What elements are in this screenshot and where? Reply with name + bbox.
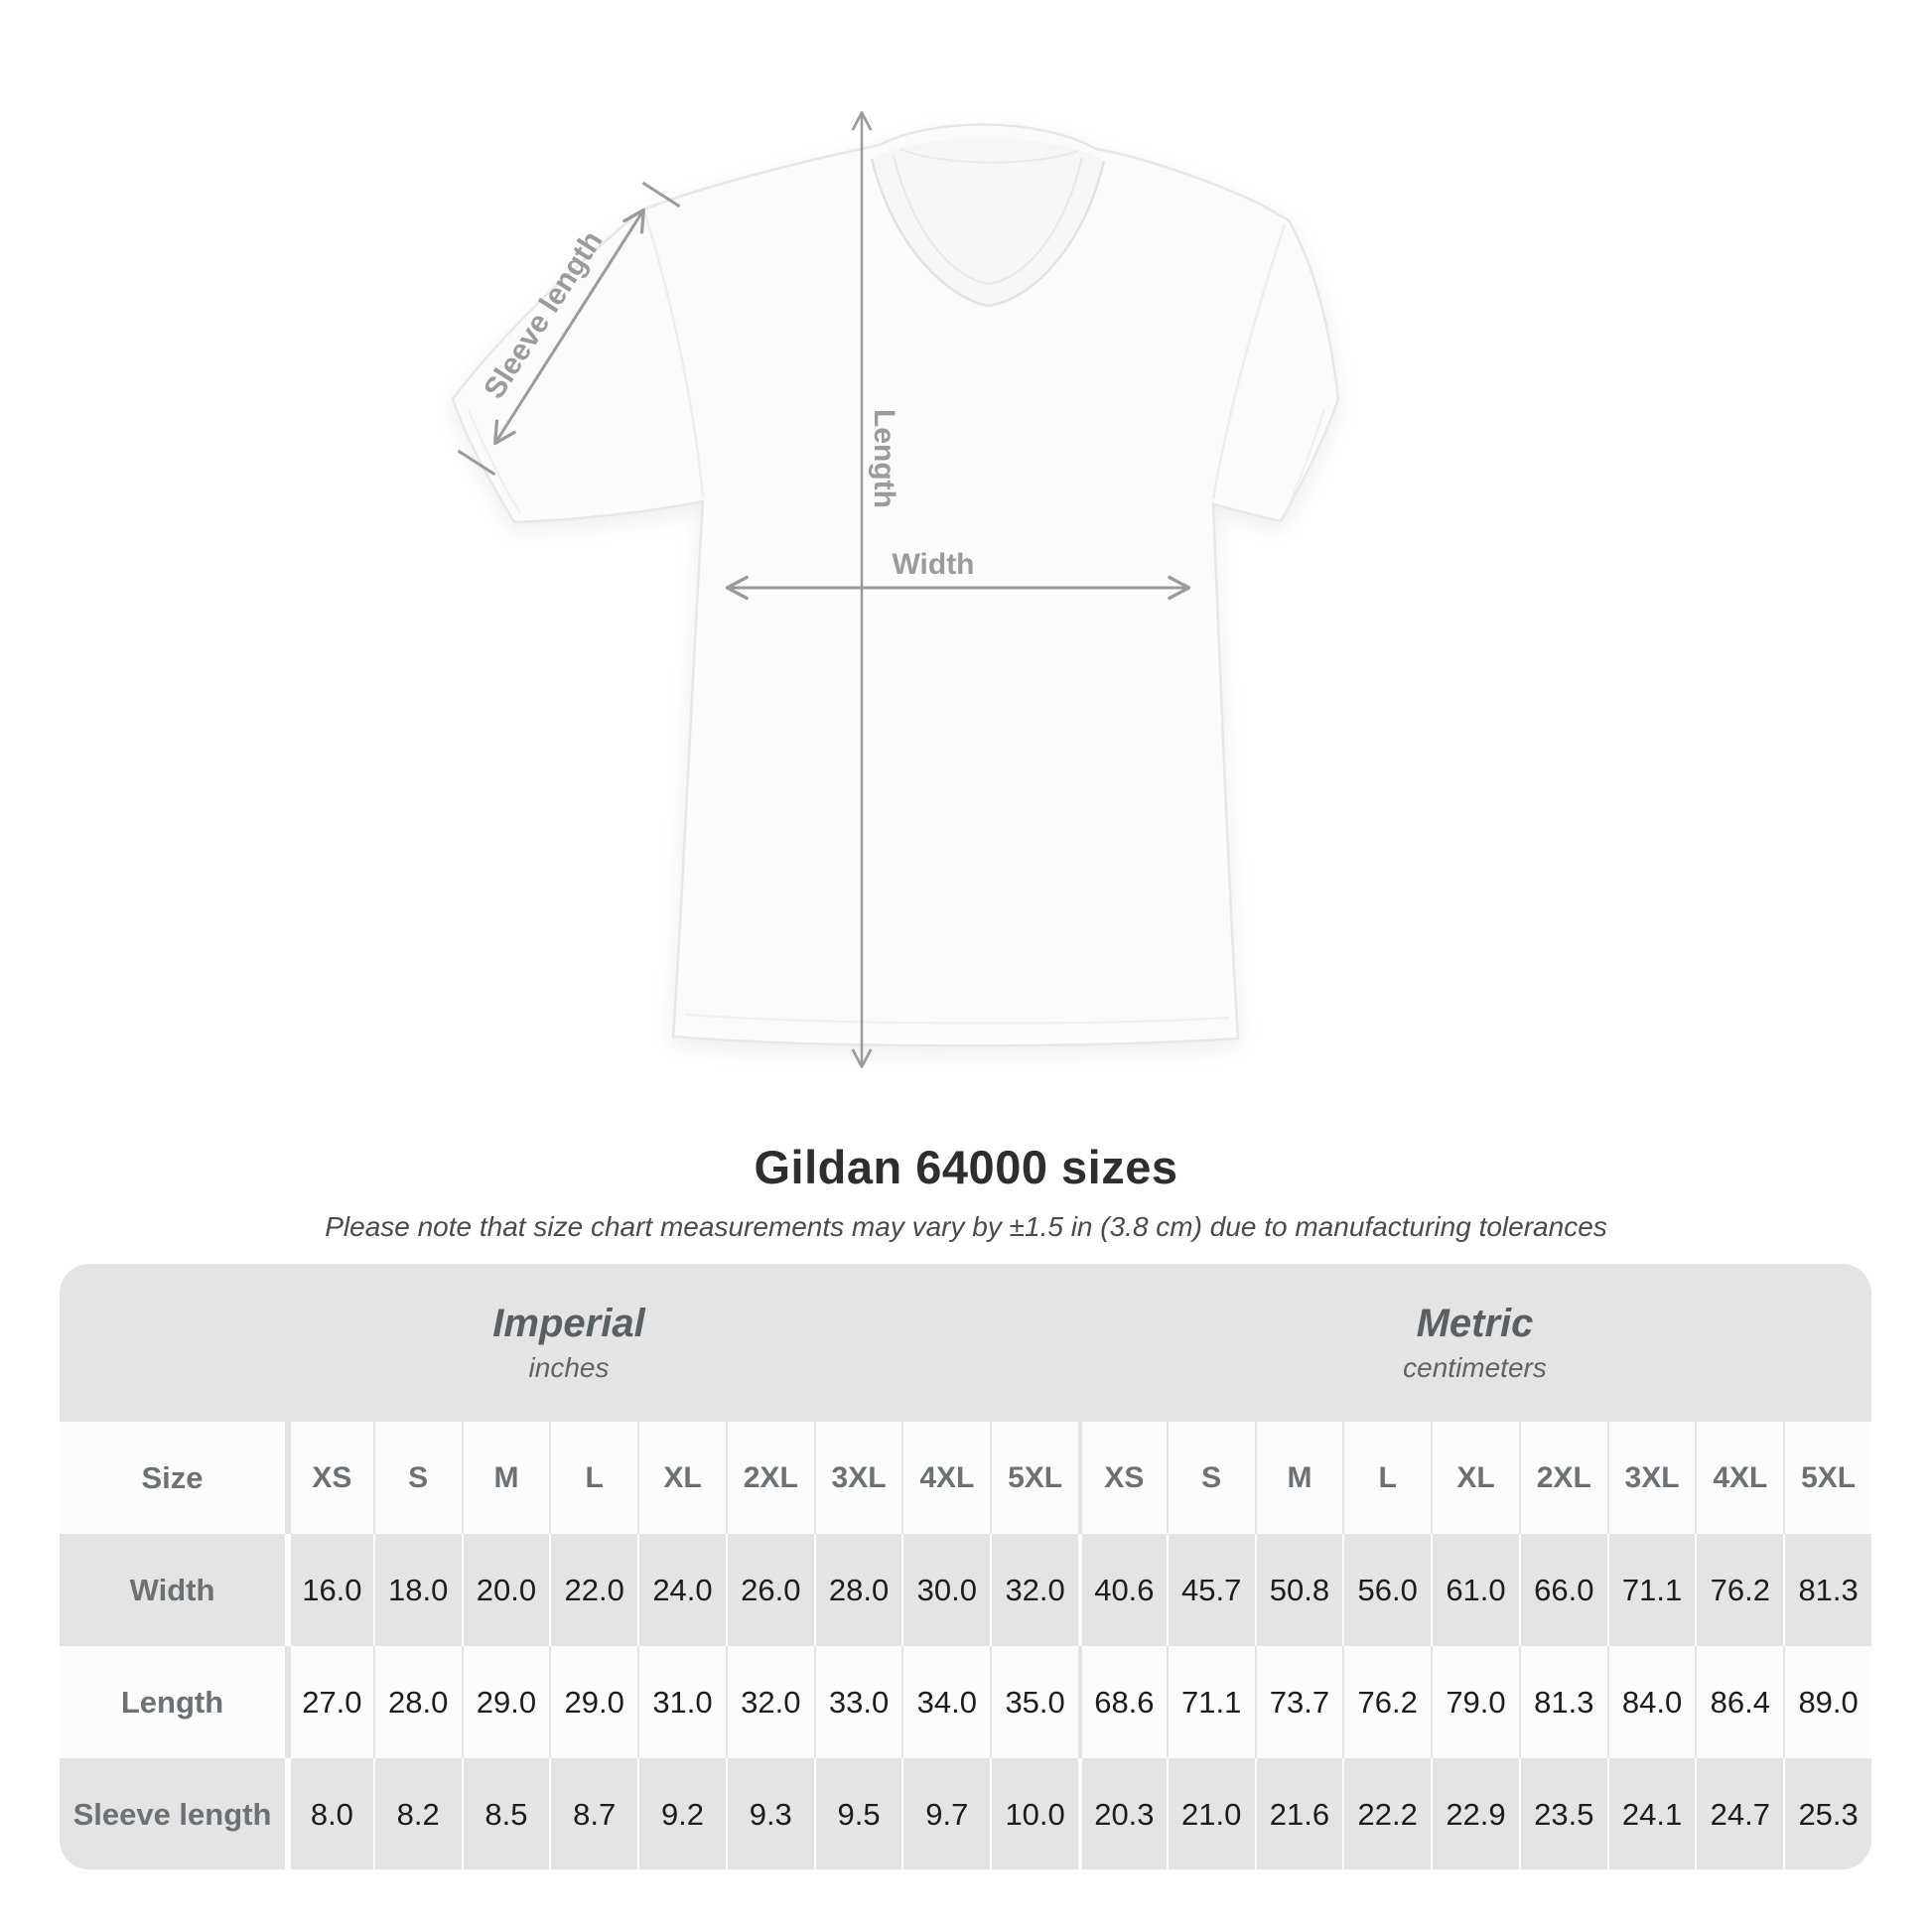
- measurement-cell: [1255, 1646, 1343, 1758]
- row-label: [60, 1758, 285, 1869]
- row-label-text: Width: [129, 1572, 215, 1607]
- measurement-cell: [637, 1534, 726, 1646]
- measurement-cell-text: 29.0: [476, 1684, 537, 1720]
- row-label: [60, 1646, 285, 1758]
- size-table: [60, 1264, 1871, 1869]
- measurement-cell: [1607, 1758, 1696, 1869]
- width-label: Width: [892, 548, 975, 581]
- measurement-cell-text: 68.6: [1094, 1684, 1155, 1720]
- measurement-cell: [1078, 1758, 1167, 1869]
- measurement-cell: [814, 1758, 902, 1869]
- measurement-cell-text: 25.3: [1798, 1796, 1859, 1832]
- size-column-header-text: 5XL: [1008, 1460, 1063, 1494]
- size-column-header: [990, 1422, 1078, 1534]
- measurement-cell: [285, 1646, 373, 1758]
- measurement-cell-text: 45.7: [1180, 1572, 1242, 1607]
- size-column-header-text: 2XL: [743, 1460, 798, 1494]
- size-column-header: [1519, 1422, 1607, 1534]
- measurement-cell-text: 34.0: [916, 1684, 977, 1720]
- measurement-cell: [462, 1646, 550, 1758]
- size-column-header-text: S: [408, 1460, 429, 1494]
- measurement-cell-text: 8.2: [396, 1796, 440, 1832]
- size-column-header-text: XS: [1104, 1460, 1145, 1494]
- measurement-cell: [726, 1534, 814, 1646]
- measurement-cell-text: 8.0: [310, 1796, 353, 1832]
- size-column-header: [1431, 1422, 1519, 1534]
- measurement-cell-text: 71.1: [1621, 1572, 1683, 1607]
- measurement-cell-text: 30.0: [916, 1572, 977, 1607]
- measurement-cell-text: 24.1: [1621, 1796, 1683, 1832]
- measurement-cell-text: 9.3: [749, 1796, 792, 1832]
- measurement-cell: [1695, 1646, 1783, 1758]
- measurement-cell: [990, 1534, 1078, 1646]
- measurement-cell-text: 10.0: [1005, 1796, 1065, 1832]
- measurement-cell: [1431, 1534, 1519, 1646]
- measurement-cell: [462, 1758, 550, 1869]
- size-column-header: [814, 1422, 902, 1534]
- measurement-cell-text: 73.7: [1269, 1684, 1330, 1720]
- measurement-cell: [373, 1758, 462, 1869]
- size-column-header: [1607, 1422, 1696, 1534]
- measurement-cell: [1519, 1534, 1607, 1646]
- measurement-cell-text: 29.0: [564, 1684, 624, 1720]
- measurement-cell: [901, 1534, 990, 1646]
- size-column-header: [1695, 1422, 1783, 1534]
- measurement-cell: [990, 1758, 1078, 1869]
- measurement-cell-text: 8.5: [484, 1796, 528, 1832]
- page-title: Gildan 64000 sizes: [754, 1141, 1178, 1193]
- measurement-cell-text: 56.0: [1357, 1572, 1418, 1607]
- measurement-cell: [1607, 1646, 1696, 1758]
- measurement-cell: [637, 1758, 726, 1869]
- size-column-label: [60, 1422, 285, 1534]
- measurement-cell: [901, 1646, 990, 1758]
- measurement-cell: [1167, 1534, 1255, 1646]
- size-column-header: [1342, 1422, 1431, 1534]
- measurement-cell: [814, 1534, 902, 1646]
- size-column-header-text: 3XL: [1624, 1460, 1680, 1494]
- size-column-header: [373, 1422, 462, 1534]
- measurement-cell: [901, 1758, 990, 1869]
- size-column-header-text: M: [493, 1460, 519, 1494]
- size-column-header: [1783, 1422, 1871, 1534]
- measurement-cell: [285, 1758, 373, 1869]
- row-label-text: Sleeve length: [72, 1796, 272, 1832]
- measurement-cell-text: 79.0: [1446, 1684, 1506, 1720]
- measurement-cell: [1783, 1534, 1871, 1646]
- measurement-cell-text: 71.1: [1180, 1684, 1242, 1720]
- measurement-cell-text: 26.0: [741, 1572, 801, 1607]
- measurement-cell: [549, 1534, 637, 1646]
- size-column-header: [462, 1422, 550, 1534]
- measurement-cell-text: 50.8: [1269, 1572, 1330, 1607]
- measurement-cell-text: 20.3: [1094, 1796, 1155, 1832]
- measurement-cell: [1783, 1758, 1871, 1869]
- size-column-header: [726, 1422, 814, 1534]
- size-column-header: [1255, 1422, 1343, 1534]
- measurement-cell-text: 27.0: [302, 1684, 362, 1720]
- measurement-cell-text: 89.0: [1798, 1684, 1859, 1720]
- measurement-cell-text: 22.0: [564, 1572, 624, 1607]
- measurement-cell-text: 16.0: [302, 1572, 362, 1607]
- size-column-header-text: 4XL: [1713, 1460, 1768, 1494]
- measurement-cell: [1167, 1758, 1255, 1869]
- measurement-cell-text: 9.2: [660, 1796, 705, 1832]
- measurement-cell-text: 28.0: [387, 1684, 449, 1720]
- size-column-header-text: 2XL: [1536, 1460, 1591, 1494]
- size-column-header: [637, 1422, 726, 1534]
- measurement-cell-text: 40.6: [1094, 1572, 1155, 1607]
- page-subtitle: Please note that size chart measurements may vary by ±1.5 in (3.8 cm) due to manufacturing tolerances: [325, 1211, 1607, 1242]
- size-column-header-text: 3XL: [831, 1460, 887, 1494]
- size-column-header-text: 4XL: [919, 1460, 975, 1494]
- unit-sublabel: inches: [528, 1352, 610, 1383]
- measurement-cell-text: 31.0: [652, 1684, 713, 1720]
- measurement-cell-text: 21.0: [1180, 1796, 1242, 1832]
- measurement-cell-text: 22.9: [1446, 1796, 1506, 1832]
- measurement-cell-text: 61.0: [1446, 1572, 1506, 1607]
- measurement-cell-text: 18.0: [387, 1572, 449, 1607]
- size-column-header: [285, 1422, 373, 1534]
- measurement-cell-text: 35.0: [1005, 1684, 1065, 1720]
- row-label-text: Length: [120, 1684, 224, 1720]
- measurement-cell: [1342, 1758, 1431, 1869]
- measurement-cell-text: 23.5: [1534, 1796, 1594, 1832]
- measurement-cell: [1519, 1758, 1607, 1869]
- measurement-cell-text: 76.2: [1357, 1684, 1418, 1720]
- sleeve-length-label: Sleeve length: [478, 224, 610, 405]
- measurement-cell: [1255, 1758, 1343, 1869]
- size-column-header-text: XL: [663, 1460, 702, 1494]
- size-column-header-text: M: [1287, 1460, 1312, 1494]
- measurement-cell: [637, 1646, 726, 1758]
- measurement-cell: [1783, 1646, 1871, 1758]
- size-column-label-text: Size: [141, 1459, 204, 1495]
- measurement-cell-text: 21.6: [1269, 1796, 1330, 1832]
- measurement-cell-text: 33.0: [828, 1684, 890, 1720]
- size-column-header: [1078, 1422, 1167, 1534]
- measurement-cell: [814, 1646, 902, 1758]
- measurement-cell: [373, 1646, 462, 1758]
- size-column-header-text: S: [1201, 1460, 1222, 1494]
- measurement-cell-text: 86.4: [1710, 1684, 1770, 1720]
- measurement-cell: [1078, 1534, 1167, 1646]
- measurement-cell-text: 24.7: [1710, 1796, 1770, 1832]
- unit-sublabel: centimeters: [1403, 1352, 1547, 1383]
- measurement-cell-text: 9.7: [925, 1796, 969, 1832]
- measurement-cell: [1695, 1534, 1783, 1646]
- measurement-cell: [462, 1534, 550, 1646]
- size-column-header-text: 5XL: [1801, 1460, 1857, 1494]
- measurement-cell: [726, 1758, 814, 1869]
- measurement-cell: [1342, 1534, 1431, 1646]
- measurement-cell-text: 20.0: [476, 1572, 537, 1607]
- measurement-cell: [990, 1646, 1078, 1758]
- measurement-cell-text: 28.0: [828, 1572, 890, 1607]
- measurement-cell: [1607, 1534, 1696, 1646]
- size-column-header-text: XL: [1456, 1460, 1495, 1494]
- unit-header-imperial: [60, 1264, 1078, 1422]
- measurement-cell: [1078, 1646, 1167, 1758]
- row-label: [60, 1534, 285, 1646]
- measurement-cell-text: 81.3: [1798, 1572, 1859, 1607]
- measurement-cell: [726, 1646, 814, 1758]
- measurement-cell-text: 76.2: [1710, 1572, 1770, 1607]
- measurement-cell: [1695, 1758, 1783, 1869]
- measurement-cell-text: 84.0: [1621, 1684, 1683, 1720]
- measurement-cell-text: 9.5: [837, 1796, 881, 1832]
- measurement-cell: [1431, 1758, 1519, 1869]
- measurement-cell-text: 8.7: [573, 1796, 617, 1832]
- unit-header-metric: [1078, 1264, 1871, 1422]
- measurement-cell-text: 24.0: [652, 1572, 713, 1607]
- size-column-header: [901, 1422, 990, 1534]
- measurement-cell-text: 66.0: [1534, 1572, 1594, 1607]
- measurement-cell-text: 32.0: [741, 1684, 801, 1720]
- size-column-header: [1167, 1422, 1255, 1534]
- length-label: Length: [868, 409, 900, 508]
- size-column-header-text: XS: [312, 1460, 352, 1494]
- measurement-cell: [285, 1534, 373, 1646]
- measurement-cell: [1167, 1646, 1255, 1758]
- measurement-cell: [1255, 1534, 1343, 1646]
- measurement-cell-text: 32.0: [1005, 1572, 1065, 1607]
- measurement-cell: [373, 1534, 462, 1646]
- measurement-cell: [1342, 1646, 1431, 1758]
- measurement-cell: [1431, 1646, 1519, 1758]
- measurement-cell-text: 81.3: [1534, 1684, 1594, 1720]
- measurement-cell: [549, 1646, 637, 1758]
- measurement-cell: [1519, 1646, 1607, 1758]
- size-column-header: [549, 1422, 637, 1534]
- unit-label: Metric: [1416, 1302, 1534, 1345]
- measurement-cell: [549, 1758, 637, 1869]
- measurement-cell-text: 22.2: [1357, 1796, 1418, 1832]
- size-column-header-text: L: [1378, 1460, 1397, 1494]
- size-column-header-text: L: [585, 1460, 604, 1494]
- unit-label: Imperial: [492, 1302, 645, 1345]
